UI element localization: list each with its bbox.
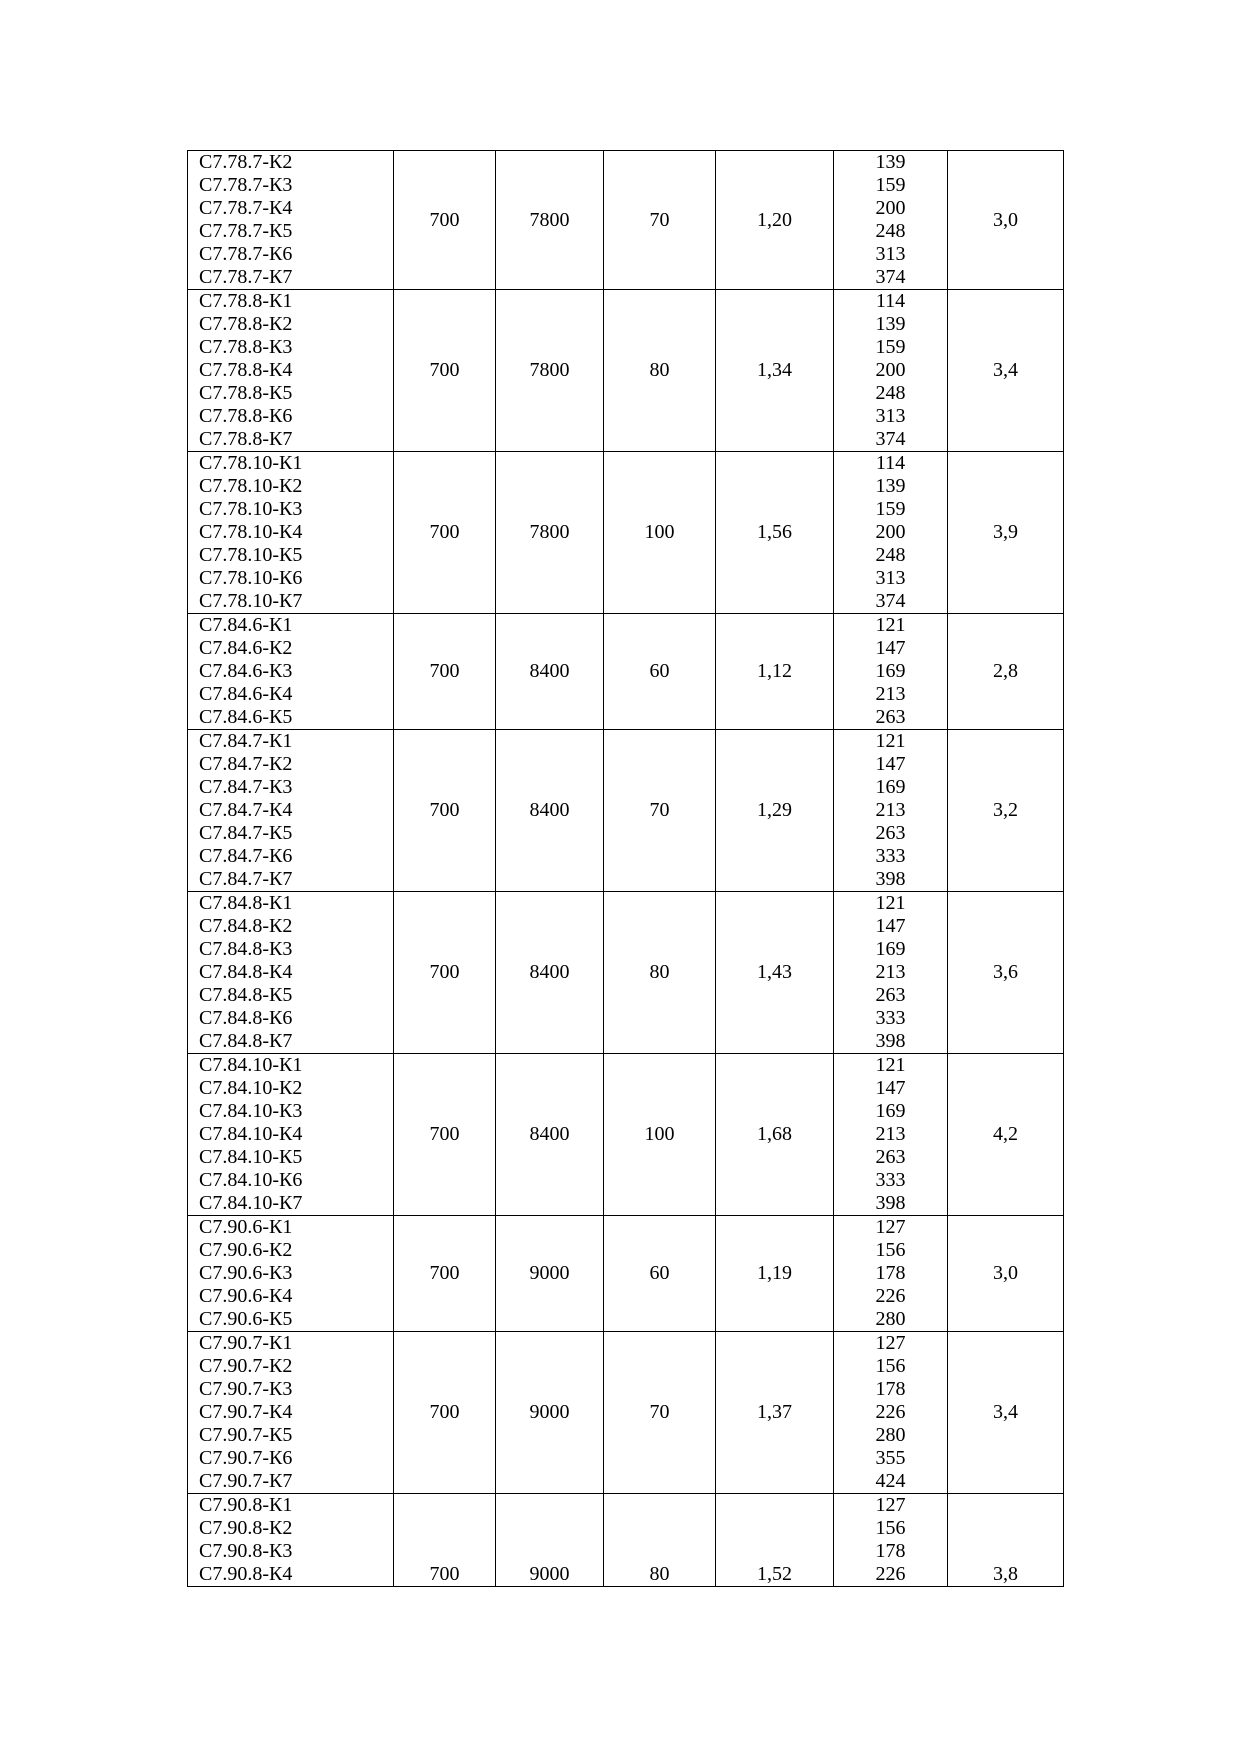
mark-label: С7.78.7-К2: [199, 151, 293, 173]
table-row: [188, 614, 1064, 730]
load-value: 398: [875, 868, 906, 890]
mark-label: С7.84.8-К6: [199, 1007, 293, 1029]
value-cell-c6: 2,8: [948, 614, 1064, 730]
load-value: 127: [875, 1216, 906, 1238]
value-cell-c6: 3,2: [948, 730, 1064, 892]
value-cell-c4: 1,37: [716, 1332, 834, 1494]
value-cell-c2: 8400: [496, 730, 604, 892]
value-cell-c1: 700: [394, 1494, 496, 1587]
load-value: 313: [875, 405, 906, 427]
table-row: [188, 1216, 1064, 1332]
load-cell: [834, 1332, 948, 1494]
load-value: 355: [875, 1447, 906, 1469]
load-value: 178: [875, 1378, 906, 1400]
load-value: 139: [875, 151, 906, 173]
mark-cell: [188, 1494, 394, 1587]
table-row: [188, 290, 1064, 452]
load-value: 156: [875, 1239, 906, 1261]
mark-label: С7.84.6-К1: [199, 614, 293, 636]
mark-label: С7.90.7-К7: [199, 1470, 293, 1492]
mark-label: С7.90.8-К4: [199, 1563, 293, 1585]
load-cell: [834, 730, 948, 892]
value-cell-c4: 1,12: [716, 614, 834, 730]
value-cell-c2: 9000: [496, 1494, 604, 1587]
load-cell: [834, 614, 948, 730]
mark-label: С7.84.10-К4: [199, 1123, 303, 1145]
load-value: 333: [875, 1169, 906, 1191]
mark-label: С7.84.7-К6: [199, 845, 293, 867]
value-cell-c4: 1,52: [716, 1494, 834, 1587]
mark-label: С7.78.8-К3: [199, 336, 293, 358]
value-cell-c3: 70: [604, 1332, 716, 1494]
mark-label: С7.90.6-К5: [199, 1308, 293, 1330]
mark-label: С7.84.6-К3: [199, 660, 293, 682]
load-value: 374: [875, 590, 906, 612]
load-value: 313: [875, 567, 906, 589]
load-value: 114: [875, 452, 906, 474]
mark-cell: [188, 1332, 394, 1494]
load-value: 280: [875, 1424, 906, 1446]
mark-label: С7.78.8-К1: [199, 290, 293, 312]
value-cell-c1: 700: [394, 1054, 496, 1216]
value-cell-c2: 9000: [496, 1332, 604, 1494]
mark-label: С7.90.7-К4: [199, 1401, 293, 1423]
value-cell-c1: 700: [394, 452, 496, 614]
load-value: 313: [875, 243, 906, 265]
load-value: 147: [875, 915, 906, 937]
mark-label: С7.78.10-К1: [199, 452, 303, 474]
value-cell-c3: 80: [604, 1494, 716, 1587]
mark-label: С7.84.8-К5: [199, 984, 293, 1006]
load-value: 213: [875, 1123, 906, 1145]
table-row: [188, 1332, 1064, 1494]
mark-label: С7.78.8-К5: [199, 382, 293, 404]
load-value: 200: [875, 197, 906, 219]
value-cell-c6: 3,8: [948, 1494, 1064, 1587]
mark-label: С7.78.8-К4: [199, 359, 293, 381]
mark-label: С7.84.8-К1: [199, 892, 293, 914]
load-value: 248: [875, 220, 906, 242]
load-value: 169: [875, 1100, 906, 1122]
mark-label: С7.78.10-К7: [199, 590, 303, 612]
mark-label: С7.84.10-К7: [199, 1192, 303, 1214]
load-value: 178: [875, 1262, 906, 1284]
mark-label: С7.90.8-К1: [199, 1494, 293, 1516]
load-value: 147: [875, 1077, 906, 1099]
load-value: 374: [875, 428, 906, 450]
load-value: 178: [875, 1540, 906, 1562]
load-value: 263: [875, 984, 906, 1006]
load-cell: [834, 290, 948, 452]
mark-label: С7.90.8-К2: [199, 1517, 293, 1539]
value-cell-c3: 70: [604, 151, 716, 290]
mark-label: С7.90.6-К4: [199, 1285, 293, 1307]
load-value: 213: [875, 683, 906, 705]
load-value: 200: [875, 521, 906, 543]
load-value: 139: [875, 475, 906, 497]
mark-label: С7.78.7-К3: [199, 174, 293, 196]
mark-label: С7.78.8-К2: [199, 313, 293, 335]
load-value: 139: [875, 313, 906, 335]
load-value: 263: [875, 706, 906, 728]
load-value: 280: [875, 1308, 906, 1330]
load-cell: [834, 1494, 948, 1587]
value-cell-c2: 7800: [496, 452, 604, 614]
table-row: [188, 452, 1064, 614]
value-cell-c1: 700: [394, 151, 496, 290]
load-value: 248: [875, 382, 906, 404]
mark-label: С7.84.8-К2: [199, 915, 293, 937]
load-value: 121: [875, 892, 906, 914]
load-cell: [834, 151, 948, 290]
mark-label: С7.84.6-К4: [199, 683, 293, 705]
value-cell-c1: 700: [394, 892, 496, 1054]
mark-cell: [188, 614, 394, 730]
mark-label: С7.84.8-К3: [199, 938, 293, 960]
value-cell-c4: 1,56: [716, 452, 834, 614]
table-row: [188, 1054, 1064, 1216]
load-value: 169: [875, 660, 906, 682]
mark-label: С7.78.7-К6: [199, 243, 293, 265]
mark-label: С7.78.10-К6: [199, 567, 303, 589]
load-value: 114: [875, 290, 906, 312]
mark-cell: [188, 730, 394, 892]
load-value: 159: [875, 336, 906, 358]
mark-label: С7.90.7-К2: [199, 1355, 293, 1377]
mark-label: С7.84.7-К5: [199, 822, 293, 844]
load-value: 121: [875, 730, 906, 752]
mark-label: С7.90.6-К3: [199, 1262, 293, 1284]
load-value: 213: [875, 961, 906, 983]
mark-label: С7.90.6-К1: [199, 1216, 293, 1238]
value-cell-c3: 100: [604, 452, 716, 614]
value-cell-c4: 1,20: [716, 151, 834, 290]
value-cell-c6: 3,6: [948, 892, 1064, 1054]
table-row: [188, 151, 1064, 290]
value-cell-c6: 4,2: [948, 1054, 1064, 1216]
value-cell-c3: 80: [604, 892, 716, 1054]
mark-label: С7.84.7-К4: [199, 799, 293, 821]
load-value: 424: [875, 1470, 906, 1492]
mark-label: С7.90.6-К2: [199, 1239, 293, 1261]
value-cell-c4: 1,43: [716, 892, 834, 1054]
value-cell-c4: 1,19: [716, 1216, 834, 1332]
value-cell-c3: 60: [604, 1216, 716, 1332]
load-value: 200: [875, 359, 906, 381]
mark-label: С7.84.6-К2: [199, 637, 293, 659]
load-cell: [834, 1054, 948, 1216]
mark-label: С7.84.10-К5: [199, 1146, 303, 1168]
load-value: 213: [875, 799, 906, 821]
load-value: 169: [875, 938, 906, 960]
value-cell-c1: 700: [394, 1216, 496, 1332]
mark-label: С7.78.7-К5: [199, 220, 293, 242]
mark-label: С7.84.7-К7: [199, 868, 293, 890]
value-cell-c2: 9000: [496, 1216, 604, 1332]
value-cell-c1: 700: [394, 1332, 496, 1494]
load-value: 398: [875, 1030, 906, 1052]
mark-label: С7.84.7-К2: [199, 753, 293, 775]
value-cell-c6: 3,0: [948, 1216, 1064, 1332]
load-cell: [834, 1216, 948, 1332]
value-cell-c2: 8400: [496, 892, 604, 1054]
load-value: 159: [875, 174, 906, 196]
load-value: 156: [875, 1355, 906, 1377]
load-value: 263: [875, 822, 906, 844]
value-cell-c6: 3,4: [948, 1332, 1064, 1494]
value-cell-c2: 7800: [496, 290, 604, 452]
mark-cell: [188, 1054, 394, 1216]
load-value: 374: [875, 266, 906, 288]
load-value: 169: [875, 776, 906, 798]
load-value: 398: [875, 1192, 906, 1214]
mark-label: С7.78.7-К4: [199, 197, 293, 219]
mark-label: С7.84.10-К1: [199, 1054, 303, 1076]
value-cell-c1: 700: [394, 730, 496, 892]
mark-cell: [188, 151, 394, 290]
value-cell-c1: 700: [394, 290, 496, 452]
mark-cell: [188, 290, 394, 452]
value-cell-c3: 100: [604, 1054, 716, 1216]
mark-label: С7.78.10-К4: [199, 521, 303, 543]
load-value: 333: [875, 845, 906, 867]
load-cell: [834, 452, 948, 614]
value-cell-c2: 7800: [496, 151, 604, 290]
mark-label: С7.78.8-К6: [199, 405, 293, 427]
load-value: 127: [875, 1332, 906, 1354]
value-cell-c4: 1,29: [716, 730, 834, 892]
mark-label: С7.84.8-К7: [199, 1030, 293, 1052]
table-body: [188, 151, 1064, 1587]
load-value: 159: [875, 498, 906, 520]
mark-label: С7.84.8-К4: [199, 961, 293, 983]
load-value: 147: [875, 637, 906, 659]
mark-label: С7.78.7-К7: [199, 266, 293, 288]
mark-label: С7.78.8-К7: [199, 428, 293, 450]
mark-label: С7.84.10-К6: [199, 1169, 303, 1191]
value-cell-c6: 3,0: [948, 151, 1064, 290]
load-value: 121: [875, 614, 906, 636]
mark-cell: [188, 452, 394, 614]
mark-label: С7.84.7-К1: [199, 730, 293, 752]
value-cell-c2: 8400: [496, 614, 604, 730]
table-row: [188, 892, 1064, 1054]
load-cell: [834, 892, 948, 1054]
load-value: 226: [875, 1401, 906, 1423]
mark-label: С7.90.8-К3: [199, 1540, 293, 1562]
mark-label: С7.84.6-К5: [199, 706, 293, 728]
value-cell-c4: 1,68: [716, 1054, 834, 1216]
value-cell-c4: 1,34: [716, 290, 834, 452]
load-value: 333: [875, 1007, 906, 1029]
mark-label: С7.78.10-К3: [199, 498, 303, 520]
mark-label: С7.84.10-К2: [199, 1077, 303, 1099]
mark-label: С7.90.7-К5: [199, 1424, 293, 1446]
value-cell-c2: 8400: [496, 1054, 604, 1216]
value-cell-c3: 80: [604, 290, 716, 452]
slab-spec-table: [187, 150, 1064, 1587]
mark-cell: [188, 892, 394, 1054]
load-value: 121: [875, 1054, 906, 1076]
value-cell-c3: 60: [604, 614, 716, 730]
load-value: 248: [875, 544, 906, 566]
load-value: 226: [875, 1285, 906, 1307]
mark-label: С7.84.10-К3: [199, 1100, 303, 1122]
mark-label: С7.90.7-К6: [199, 1447, 293, 1469]
load-value: 127: [875, 1494, 906, 1516]
mark-label: С7.78.10-К2: [199, 475, 303, 497]
mark-label: С7.90.7-К3: [199, 1378, 293, 1400]
value-cell-c6: 3,9: [948, 452, 1064, 614]
value-cell-c3: 70: [604, 730, 716, 892]
mark-label: С7.84.7-К3: [199, 776, 293, 798]
mark-cell: [188, 1216, 394, 1332]
mark-label: С7.78.10-К5: [199, 544, 303, 566]
value-cell-c1: 700: [394, 614, 496, 730]
table-row: [188, 730, 1064, 892]
value-cell-c6: 3,4: [948, 290, 1064, 452]
load-value: 156: [875, 1517, 906, 1539]
table-row: [188, 1494, 1064, 1587]
mark-label: С7.90.7-К1: [199, 1332, 293, 1354]
load-value: 226: [875, 1563, 906, 1585]
load-value: 147: [875, 753, 906, 775]
load-value: 263: [875, 1146, 906, 1168]
